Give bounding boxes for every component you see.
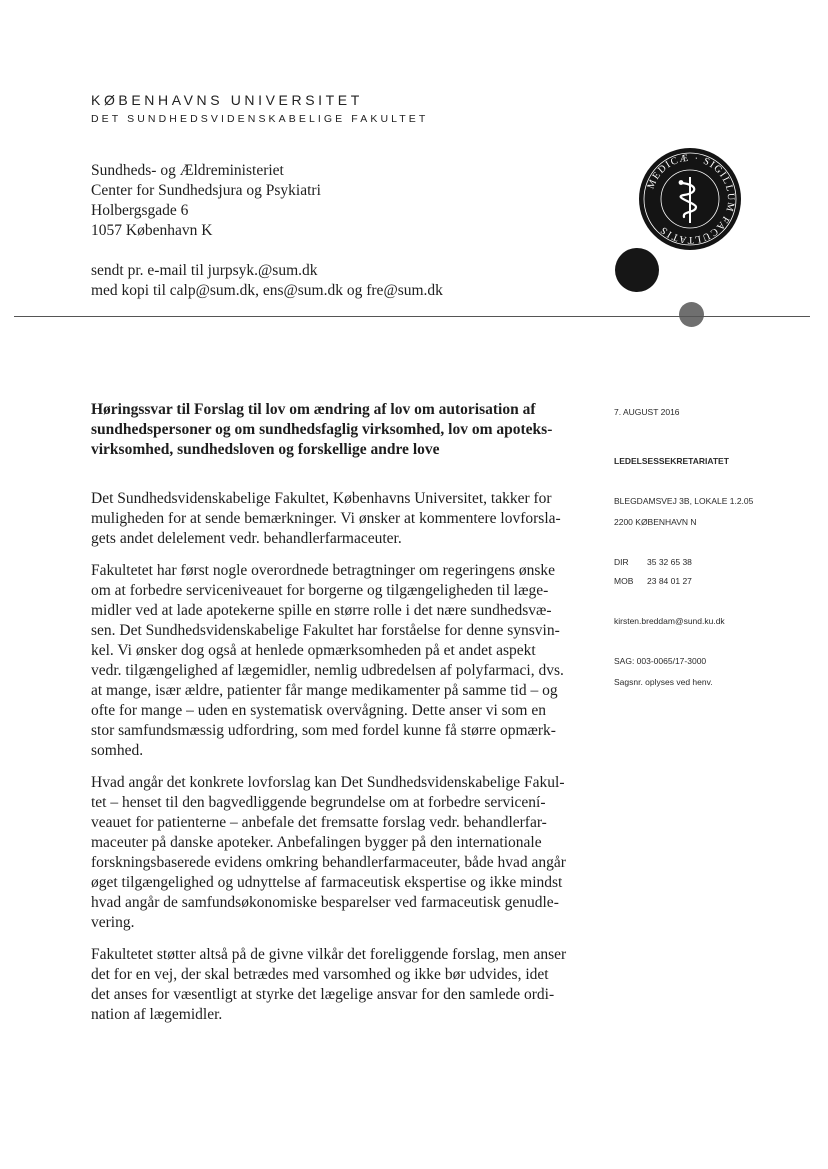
recipient-line: Sundheds- og Ældreministeriet [91, 162, 284, 179]
body-line: Det Sundhedsvidenskabelige Fakultet, Københavns Universitet, takker for [91, 490, 552, 507]
faculty-seal-icon [638, 147, 742, 251]
mob-phone [614, 576, 692, 586]
dir-phone [614, 557, 692, 567]
body-line: ofte for mange – uden en systematisk overvågning. Dette anser vi som en [91, 702, 546, 719]
decorative-dot-small [679, 302, 704, 327]
mob-number: 23 84 01 27 [647, 576, 692, 586]
subject-line: sundhedspersoner og om sundhedsfaglig virksomhed, lov om apoteks- [91, 421, 553, 438]
body-line: midler ved at lade apotekerne spille en større rolle i det nære sundhedsvæ- [91, 602, 552, 619]
recipient-line: Holbergsgade 6 [91, 202, 189, 219]
body-line: tet – henset til den bagvedliggende begrundelse om at forbedre servicení- [91, 794, 546, 811]
mob-label: MOB [614, 576, 634, 586]
dir-number: 35 32 65 38 [647, 557, 692, 567]
case-number: SAG: 003-0065/17-3000 [614, 656, 707, 666]
body-line: Fakultetet har først nogle overordnede betragtninger om regeringens ønske [91, 562, 555, 579]
seal-text: MEDICÆ · SIGILLUM FACULTATIS [645, 152, 737, 246]
body-line: forskningsbaserede evidens omkring behandlerfarmaceuter, både hvad angår [91, 854, 566, 871]
address-line: BLEGDAMSVEJ 3B, LOKALE 1.2.05 [614, 496, 754, 506]
body-line: gets andet delelement vedr. behandlerfarmaceuter. [91, 530, 402, 547]
letter-date: 7. AUGUST 2016 [614, 407, 680, 417]
university-name: KØBENHAVNS UNIVERSITET [91, 92, 363, 108]
send-info [91, 261, 443, 301]
case-reference-note: Sagsnr. oplyses ved henv. [614, 677, 713, 687]
body-line: hvad angår de samfundsøkonomiske besparelser ved farmaceutisk genudle- [91, 894, 559, 911]
contact-email: kirsten.breddam@sund.ku.dk [614, 616, 725, 626]
subject-line: virksomhed, sundhedsloven og forskellige andre love [91, 441, 440, 458]
recipient-address [91, 161, 321, 241]
body-line: øget tilgængelighed og udnyttelse af farmaceutisk ekspertise og ikke mindst [91, 874, 563, 891]
body-paragraph [91, 945, 591, 1025]
body-paragraph [91, 489, 591, 549]
body-line: Hvad angår det konkrete lovforslag kan Det Sundhedsvidenskabelige Fakul- [91, 774, 565, 791]
body-paragraph [91, 773, 591, 933]
body-line: om at forbedre serviceniveauet for borgerne og tilgængeligheden til læge- [91, 582, 549, 599]
body-line: veauet for patienterne – anbefale det fremsatte forslag vedr. behandlerfar- [91, 814, 547, 831]
recipient-line: Center for Sundhedsjura og Psykiatri [91, 182, 321, 199]
body-line: vedr. tilgængelighed af lægemidler, nemlig udbredelsen af polyfarmaci, dvs. [91, 662, 564, 679]
body-line: Fakultetet støtter altså på de givne vilkår det foreliggende forslag, men anser [91, 946, 567, 963]
subject-line: Høringssvar til Forslag til lov om ændring af lov om autorisation af [91, 401, 536, 418]
body-line: vering. [91, 914, 135, 931]
body-line: at mange, især ældre, patienter får mange medikamenter på samme tid – og [91, 682, 558, 699]
send-info-line: med kopi til calp@sum.dk, ens@sum.dk og fre@sum.dk [91, 282, 443, 299]
body-line: maceuter på danske apoteker. Anbefalingen bygger på den internationale [91, 834, 542, 851]
body-line: det anses for væsentligt at styrke det lægelige ansvar for den samlede ordi- [91, 986, 555, 1003]
dir-label: DIR [614, 557, 629, 567]
letter-subject [91, 400, 581, 460]
body-line: det for en vej, der skal betrædes med varsomhed og ikke bør udvides, idet [91, 966, 549, 983]
body-line: stor samfundsmæssig udfordring, som med fordel kunne få større opmærk- [91, 722, 556, 739]
recipient-line: 1057 København K [91, 222, 213, 239]
body-line: nation af lægemidler. [91, 1006, 223, 1023]
body-line: muligheden for at sende bemærkninger. Vi ønsker at kommentere lovforsla- [91, 510, 561, 527]
department-name: LEDELSESSEKRETARIATET [614, 456, 729, 466]
body-line: sen. Det Sundhedsvidenskabelige Fakultet har forståelse for denne synsvin- [91, 622, 560, 639]
postal-line: 2200 KØBENHAVN N [614, 517, 697, 527]
header-rule [14, 316, 810, 317]
body-paragraph [91, 561, 591, 761]
body-line: kel. Vi ønsker dog også at henlede opmærksomheden på et andet aspekt [91, 642, 536, 659]
send-info-line: sendt pr. e-mail til jurpsyk.@sum.dk [91, 262, 318, 279]
letter-body [91, 489, 591, 1037]
decorative-dot-large [615, 248, 659, 292]
faculty-name: DET SUNDHEDSVIDENSKABELIGE FAKULTET [91, 113, 429, 125]
body-line: somhed. [91, 742, 144, 759]
